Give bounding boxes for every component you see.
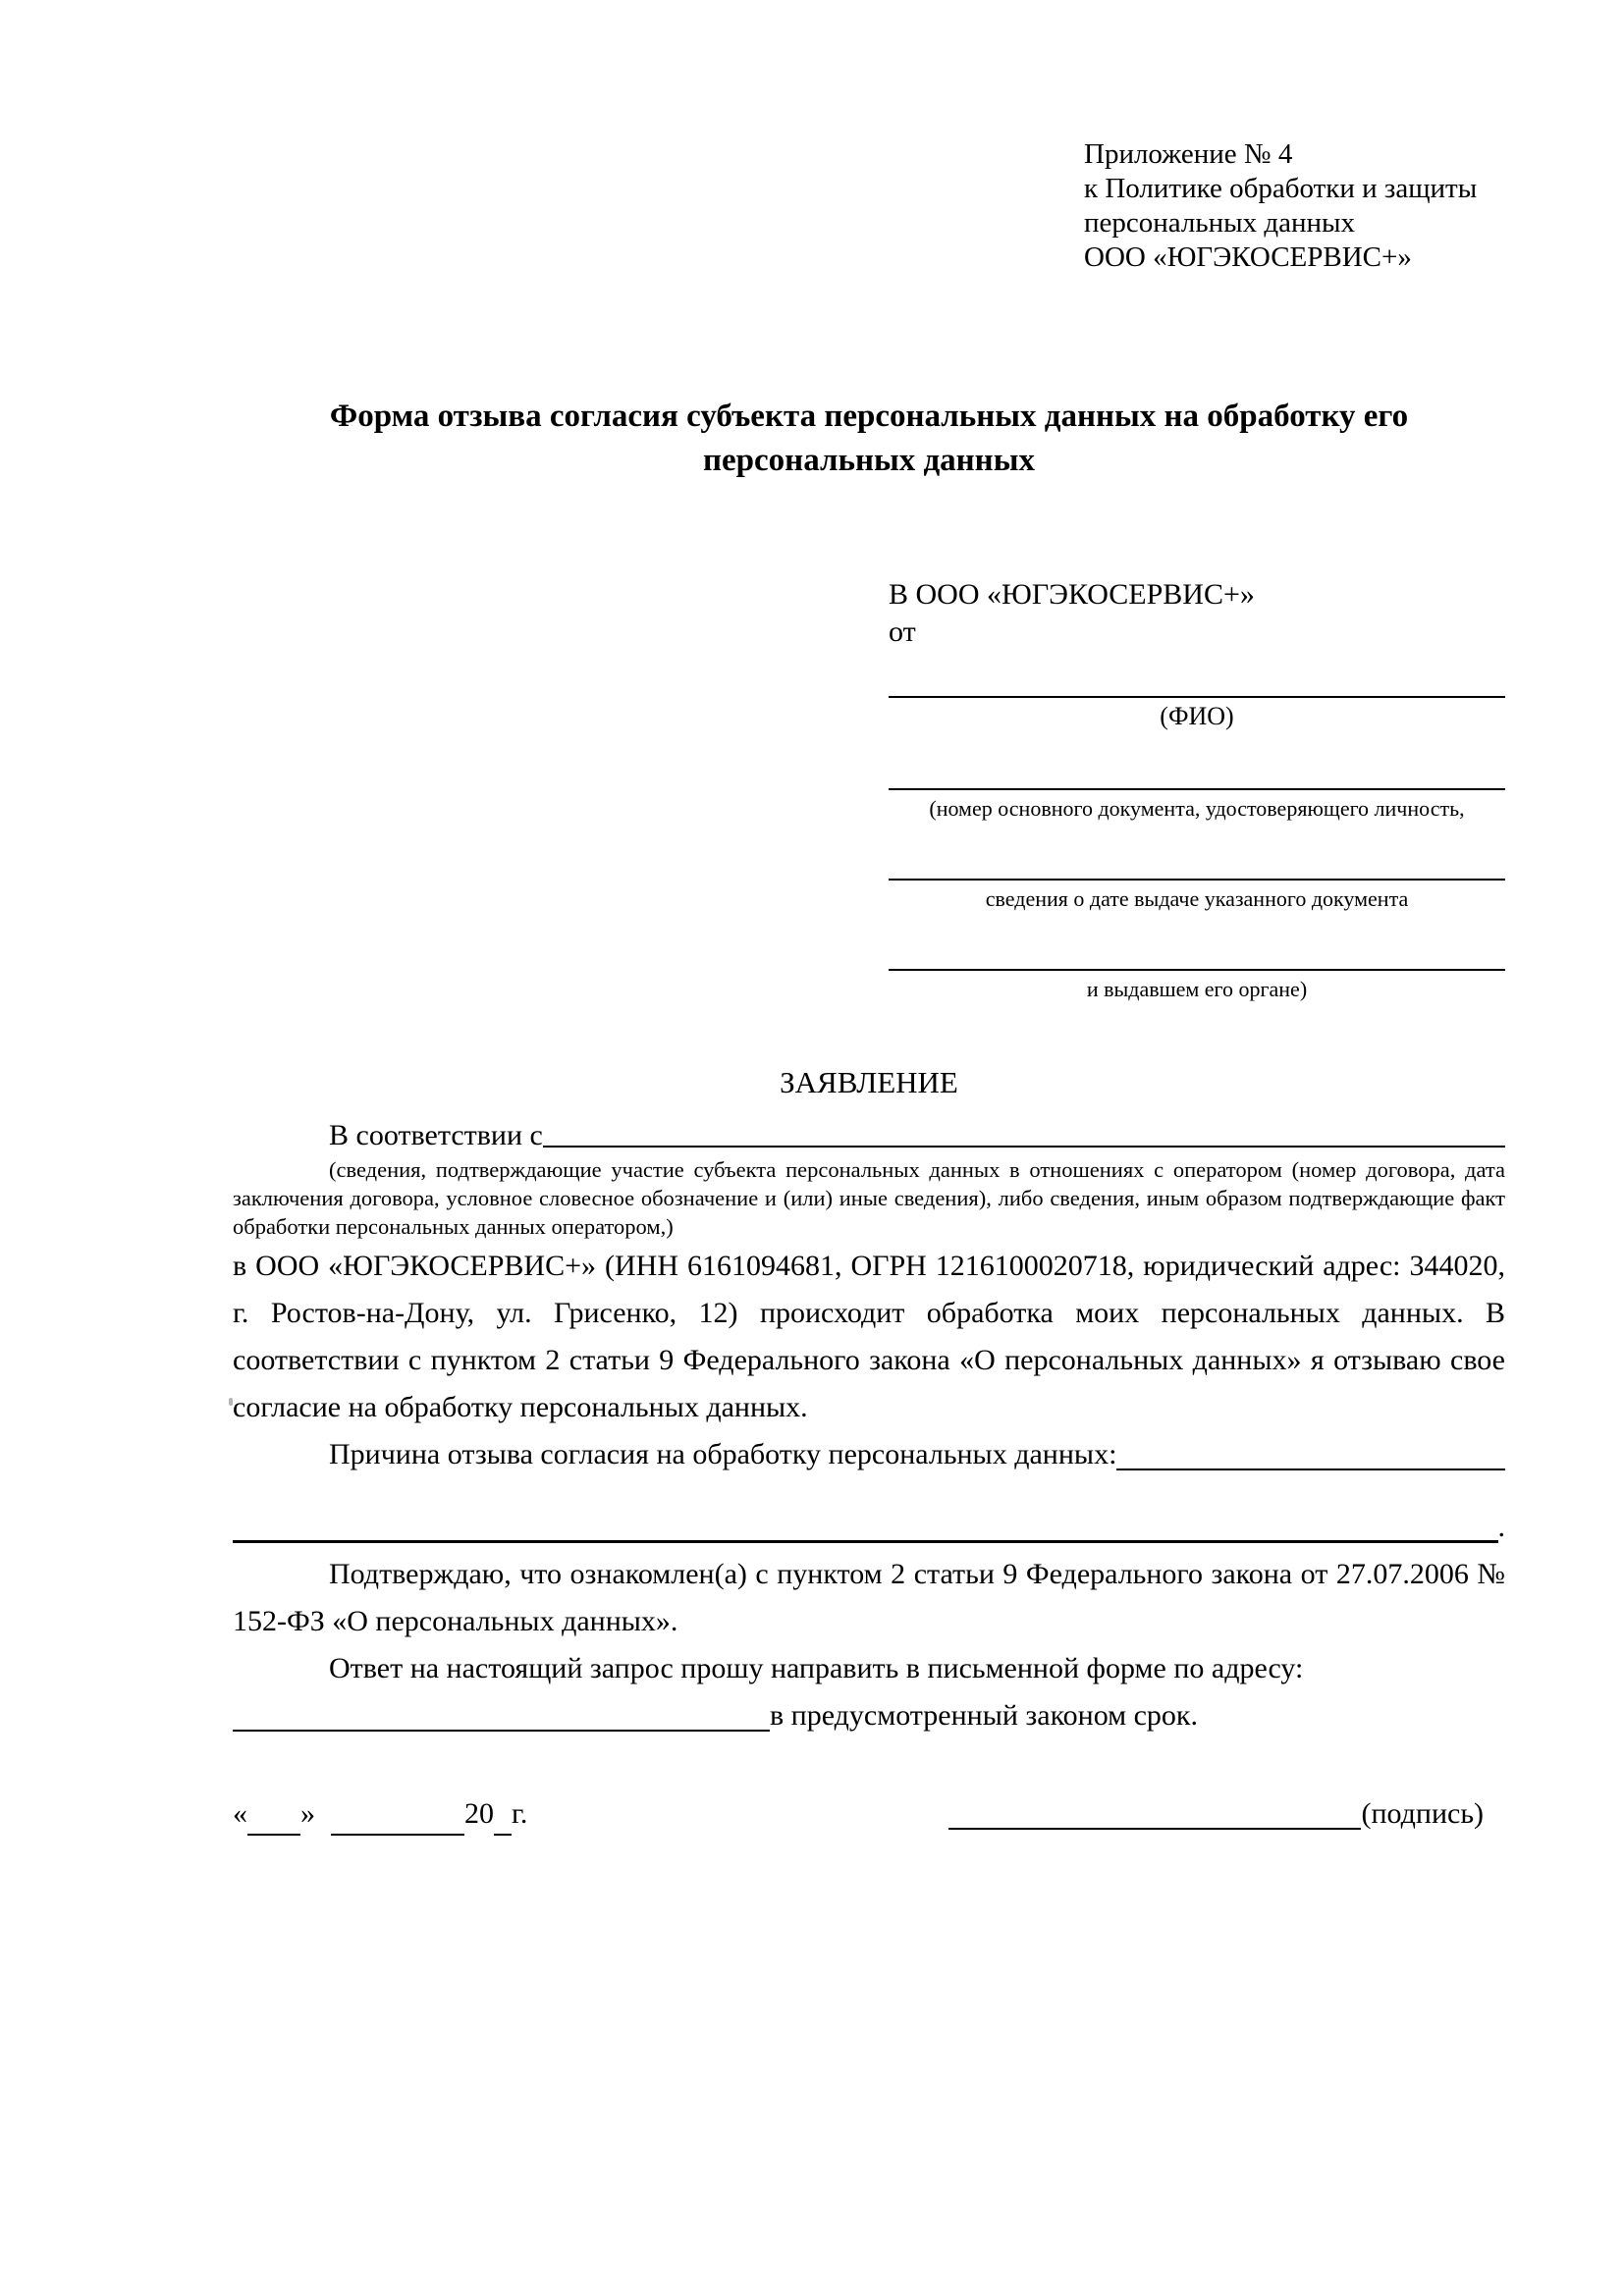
blank-line-address <box>233 1692 770 1732</box>
confirmation-paragraph: Подтверждаю, что ознакомлен(а) с пунктом 2 статьи 9 Федерального закона от 27.07.2006 № 152-ФЗ «О персональных данных». <box>233 1558 1505 1637</box>
quote-close: » <box>300 1797 315 1830</box>
addressee-from-label: от <box>889 615 916 648</box>
blank-day <box>247 1800 300 1836</box>
caption-fio: (ФИО) <box>1160 702 1234 730</box>
explanatory-note: (сведения, подтверждающие участие субъекта персональных данных в отношениях с оператором (номер договора, дата заключения договора, условное словесное обозначение и (или) иные сведения), либо сведения, иным образом подтверждающие факт обработки персональных данных оператором,) <box>233 1157 1505 1239</box>
reply-address-line <box>233 1692 1505 1739</box>
date-line <box>233 1790 527 1838</box>
reply-request-paragraph: Ответ на настоящий запрос прошу направить в письменной форме по адресу: <box>329 1652 1304 1684</box>
opening-text: В соответствии с <box>329 1119 543 1151</box>
reason-line <box>233 1431 1505 1478</box>
blank-line-reason-continued <box>233 1504 1498 1543</box>
blank-year-digits <box>494 1800 512 1836</box>
appendix-line: Приложение № 4 <box>1084 138 1293 170</box>
signature-label: (подпись) <box>1361 1797 1484 1830</box>
blank-line-reason <box>1116 1431 1505 1470</box>
addressee-to: В ООО «ЮГЭКОСЕРВИС+» <box>889 578 1255 611</box>
signature-line <box>948 1790 1484 1838</box>
quote-open: « <box>233 1797 247 1830</box>
statement-body: в ООО «ЮГЭКОСЕРВИС+» (ИНН 6161094681, ОГРН 1216100020718, юридический адрес: 344020, г. Ростов-на-Дону, ул. Грисенко, 12) происходит обработка моих персональных данных. В соответствии с пунктом 2 статьи 9 Федерального закона «О персональных данных» я отзываю свое согласие на обработку персональных данных. <box>233 1250 1505 1423</box>
caption-issue-date: сведения о дате выдаче указанного документа <box>985 886 1409 911</box>
caption-document-number: (номер основного документа, удостоверяющего личность, <box>929 796 1465 821</box>
blank-line-basis <box>543 1112 1505 1148</box>
date-signature-row <box>233 1790 1505 1838</box>
stray-mark <box>229 1398 233 1406</box>
line-terminator: . <box>1497 1511 1505 1543</box>
document-title: Форма отзыва согласия субъекта персональных данных на обработку его персональных данных <box>329 399 1409 478</box>
blank-month <box>331 1800 464 1836</box>
caption-issuing-authority: и выдавшем его органе) <box>1086 977 1308 1001</box>
year-suffix: г. <box>512 1797 528 1830</box>
appendix-block <box>1084 137 1505 275</box>
appendix-line: персональных данных <box>1084 207 1356 239</box>
reason-label: Причина отзыва согласия на обработку персональных данных: <box>329 1438 1117 1470</box>
addressee-block <box>889 576 1505 1004</box>
appendix-line: ООО «ЮГЭКОСЕРВИС+» <box>1084 241 1412 273</box>
appendix-line: к Политике обработки и защиты <box>1084 173 1478 204</box>
statement-heading: ЗАЯВЛЕНИЕ <box>780 1065 958 1099</box>
opening-line <box>233 1112 1505 1155</box>
reply-tail: в предусмотренный законом срок. <box>770 1699 1198 1732</box>
year-prefix: 20 <box>464 1797 494 1830</box>
blank-line-signature <box>948 1790 1361 1830</box>
reason-continuation-line <box>233 1504 1505 1551</box>
